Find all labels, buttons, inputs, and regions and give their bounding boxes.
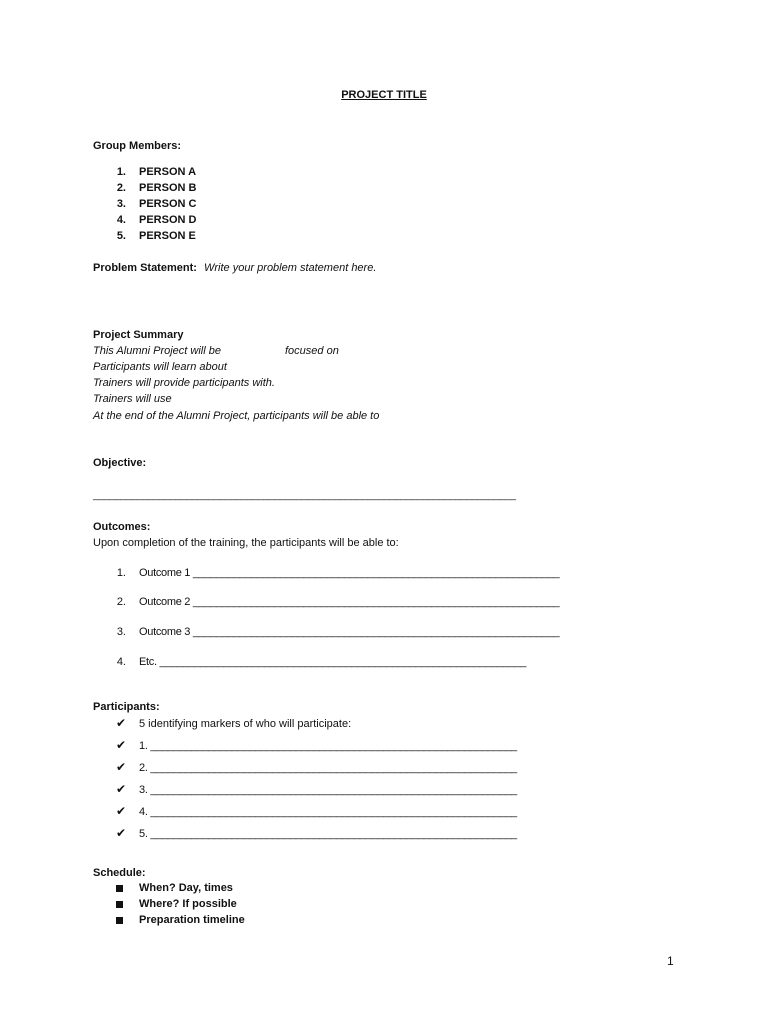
objective-heading: Objective: (93, 457, 147, 469)
schedule-item: Preparation timeline (139, 914, 245, 926)
person-name: PERSON A (139, 166, 197, 178)
schedule-item: Where? If possible (139, 898, 237, 910)
list-number: 3. (116, 626, 126, 638)
list-number: 3. (116, 198, 126, 210)
list-number: 2. (116, 182, 126, 194)
person-name: PERSON D (139, 214, 197, 226)
participant-blank-line: 5. _______________________________________________________________ (139, 828, 517, 840)
person-name: PERSON E (139, 230, 196, 242)
outcome-text: Outcome 1 _______________________________________________________________ (139, 567, 560, 579)
list-number: 5. (116, 230, 126, 242)
square-bullet-icon (116, 901, 123, 908)
participant-blank-line: 4. _______________________________________________________________ (139, 806, 517, 818)
square-bullet-icon (116, 885, 123, 892)
square-bullet-icon (116, 917, 123, 924)
list-number: 1. (116, 567, 126, 579)
page-title: PROJECT TITLE (341, 89, 427, 101)
group-members-heading: Group Members: (93, 140, 182, 152)
summary-line: This Alumni Project will be (93, 345, 221, 357)
project-summary-heading: Project Summary (93, 329, 184, 341)
schedule-item: When? Day, times (139, 882, 233, 894)
outcomes-heading: Outcomes: (93, 521, 151, 533)
list-number: 4. (116, 214, 126, 226)
list-number: 4. (116, 656, 126, 668)
summary-line: Trainers will provide participants with. (93, 377, 275, 389)
summary-line: Trainers will use (93, 393, 172, 405)
checkmark-icon: ✔ (116, 826, 127, 840)
list-number: 1. (116, 166, 126, 178)
participant-blank-line: 1. _______________________________________________________________ (139, 740, 517, 752)
summary-line: Participants will learn about (93, 361, 227, 373)
list-number: 2. (116, 596, 126, 608)
page-number: 1 (667, 954, 674, 968)
schedule-heading: Schedule: (93, 867, 146, 879)
objective-blank-line: _____________________________________________________________________________ (93, 489, 516, 501)
participant-blank-line: 3. _______________________________________________________________ (139, 784, 517, 796)
checkmark-icon: ✔ (116, 760, 127, 774)
outcomes-intro: Upon completion of the training, the participants will be able to: (93, 537, 399, 549)
outcome-text: Outcome 3 _______________________________________________________________ (139, 626, 560, 638)
person-name: PERSON C (139, 198, 197, 210)
person-name: PERSON B (139, 182, 197, 194)
summary-line: focused on (285, 345, 339, 357)
summary-line: At the end of the Alumni Project, participants will be able to (93, 410, 380, 422)
problem-statement (93, 261, 376, 275)
participants-intro: 5 identifying markers of who will participate: (139, 718, 352, 730)
outcome-text: Outcome 2 _______________________________________________________________ (139, 596, 560, 608)
participant-blank-line: 2. _______________________________________________________________ (139, 762, 517, 774)
checkmark-icon: ✔ (116, 738, 127, 752)
problem-statement-label: Problem Statement: (93, 262, 197, 274)
participants-heading: Participants: (93, 701, 160, 713)
checkmark-icon: ✔ (116, 716, 127, 730)
outcome-text: Etc. _______________________________________________________________ (139, 656, 527, 668)
problem-statement-placeholder: Write your problem statement here. (203, 262, 377, 274)
checkmark-icon: ✔ (116, 782, 127, 796)
checkmark-icon: ✔ (116, 804, 127, 818)
